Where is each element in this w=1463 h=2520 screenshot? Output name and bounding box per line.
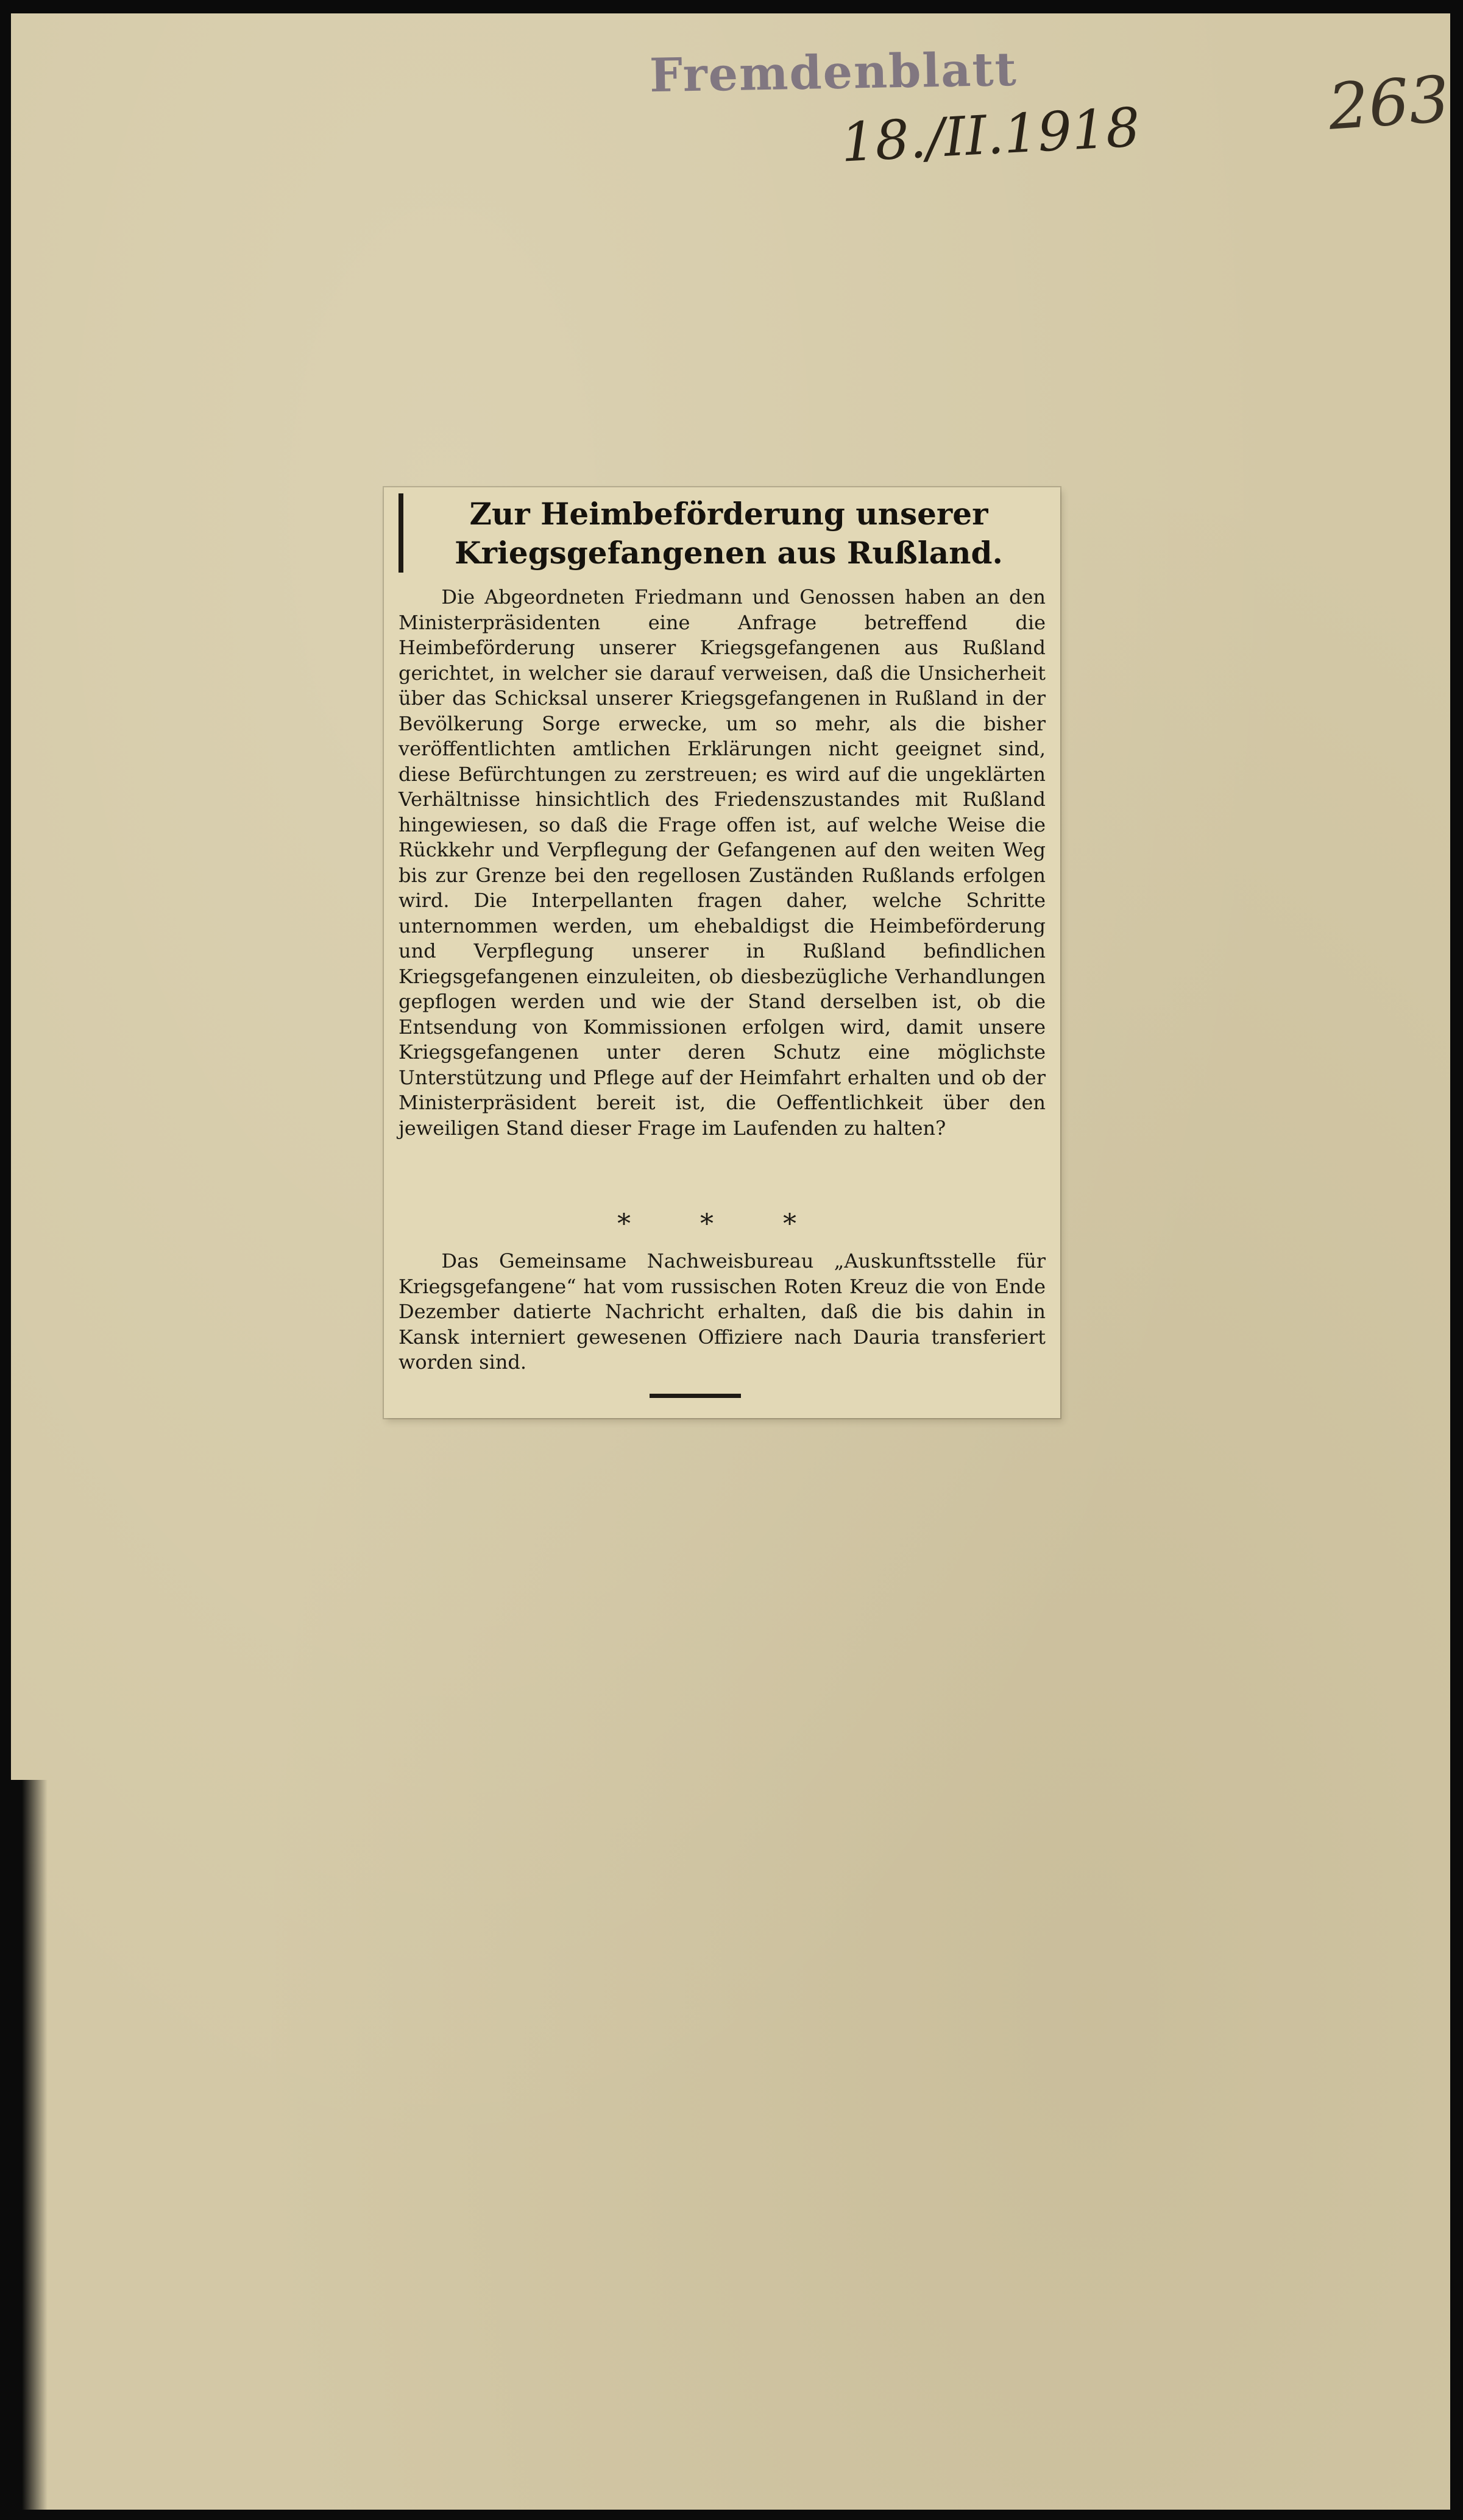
clipping-margin-bar <box>399 493 403 573</box>
handwritten-date: 18./II.1918 <box>839 96 1142 174</box>
newspaper-stamp: Fremdenblatt <box>649 41 1018 103</box>
section-separator: * * * <box>617 1209 827 1240</box>
clipping-paragraph-2: Das Gemeinsame Nachweisbureau „Auskunftsstelle für Kriegsgefangene“ hat vom russischen Roten Kreuz die von Ende Dezember datierte Nachricht erhalten, daß die bis dahin in Kansk interniert gewesenen Offiziere nach Dauria transferiert worden sind. <box>399 1249 1046 1374</box>
clipping-headline: Zur Heimbeförderung unserer Kriegsgefangenen aus Rußland. <box>455 496 1003 571</box>
folio-number: 263 <box>1325 62 1452 144</box>
end-rule <box>650 1394 741 1398</box>
archive-sheet <box>11 13 1450 2510</box>
newspaper-clipping <box>384 487 1060 1418</box>
torn-paper-edge <box>11 1780 48 2510</box>
clipping-paragraph-1: Die Abgeordneten Friedmann und Genossen haben an den Ministerpräsidenten eine Anfrage betreffend die Heimbeförderung unserer Kriegsgefangenen aus Rußland gerichtet, in welcher sie darauf verweisen, daß die Unsicherheit über das Schicksal unserer Kriegsgefangenen in Rußland in der Bevölkerung Sorge erwecke, um so mehr, als die bisher veröffentlichten amtlichen Erklärungen nicht geeignet sind, diese Befürchtungen zu zerstreuen; es wird auf die ungeklärten Verhältnisse hinsichtlich des Friedenszustandes mit Rußland hingewiesen, so daß die Frage offen ist, auf welche Weise die Rückkehr und Verpflegung der Gefangenen auf den weiten Weg bis zur Grenze bei den regellosen Zuständen Rußlands erfolgen wird. Die Interpellanten fragen daher, welche Schritte unternommen werden, um ehebaldigst die Heimbeförderung und Verpflegung unserer in Rußland befindlichen Kriegsgefangenen einzuleiten, ob diesbezügliche Verhandlungen gepflogen werden und wie der Stand derselben ist, ob die Entsendung von Kommissionen erfolgen wird, damit unsere Kriegsgefangenen unter deren Schutz eine möglichste Unterstützung und Pflege auf der Heimfahrt erhalten und ob der Ministerpräsident bereit ist, die Oeffentlichkeit über den jeweiligen Stand dieser Frage im Laufenden zu halten? <box>399 585 1046 1140</box>
